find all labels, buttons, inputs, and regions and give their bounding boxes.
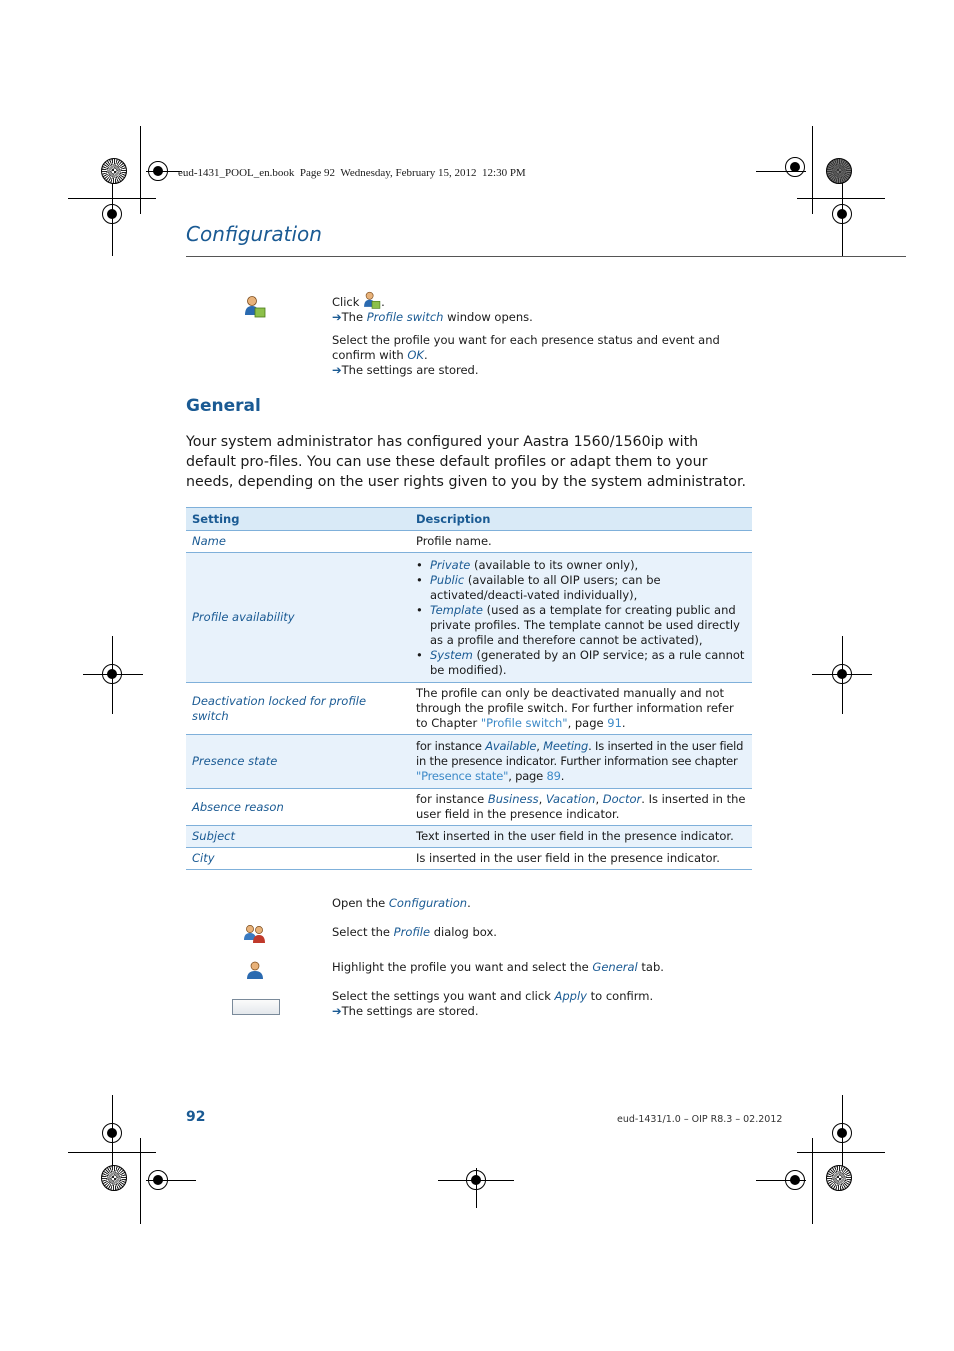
list-item: • Template (used as a template for creating public and private profiles. The template cannot be used directly as a profile and therefore cannot be activated), <box>416 602 740 647</box>
open-configuration-step: Open the Configuration. <box>332 896 471 910</box>
apply-button-icon <box>232 999 280 1015</box>
book-stamp: eud-1431_POOL_en.book Page 92 Wednesday, February 15, 2012 12:30 PM <box>178 167 526 179</box>
ok-label: OK <box>407 348 424 362</box>
color-disc-icon <box>826 158 852 184</box>
table-row: City Is inserted in the user field in the presence indicator. <box>186 848 752 870</box>
registration-mark-icon <box>148 1170 168 1190</box>
table-header-row <box>186 508 752 531</box>
registration-mark-icon <box>102 204 122 224</box>
list-item: • System (generated by an OIP service; as a rule cannot be modified). <box>416 647 745 677</box>
select-profile-text: Select the profile you want for each presence status and event and confirm with <box>332 333 720 362</box>
table-row: Profile availability • Private (available to its owner only), • Public (available to all OIP users; can be activated/deacti-vated individually), • Template (used as a template for creating public and private profiles. The template cannot be used directly as a profile and therefore cannot be activated), • System (generated by an OIP service; as a rule cannot be modified). <box>186 553 752 683</box>
page-link[interactable]: 91 <box>607 716 622 730</box>
registration-mark-icon <box>785 157 805 177</box>
profile-switch-icon <box>244 295 266 319</box>
list-item: • Private (available to its owner only), <box>416 557 639 572</box>
intro-paragraph: Your system administrator has configured your Aastra 1560/1560ip with default pro-files. You can use these default profiles or adapt them to your needs, depending on the user rights given to you by the system administrator. <box>186 434 747 490</box>
select-profile-step: Select the Profile dialog box. <box>332 925 497 939</box>
table-row: Absence reason for instance Business, Vacation, Doctor. Is inserted in the user field in the presence indicator. <box>186 789 752 826</box>
color-disc-icon <box>826 1165 852 1191</box>
table-row: Name Profile name. <box>186 531 752 553</box>
column-header-setting: Setting <box>192 511 240 526</box>
profile-switch-link: Profile switch <box>366 310 444 324</box>
highlight-profile-step: Highlight the profile you want and select the General tab. <box>332 960 664 974</box>
click-label: Click <box>332 295 360 309</box>
profile-group-icon <box>244 924 266 944</box>
registration-mark-icon <box>785 1170 805 1190</box>
registration-mark-icon <box>148 161 168 181</box>
table-row: Deactivation locked for profile switch The profile can only be deactivated manually and not through the profile switch. For further information refer to Chapter "Profile switch", page 91. <box>186 683 752 735</box>
registration-mark-icon <box>466 1170 486 1190</box>
column-header-description: Description <box>416 511 491 526</box>
registration-mark-icon <box>102 664 122 684</box>
registration-mark-icon <box>832 1123 852 1143</box>
registration-mark-icon <box>832 664 852 684</box>
settings-table <box>186 507 752 870</box>
color-disc-icon <box>101 158 127 184</box>
color-disc-icon <box>101 1165 127 1191</box>
section-heading: General <box>186 396 261 416</box>
list-item: • Public (available to all OIP users; can be activated/deacti-vated individually), <box>416 572 661 602</box>
result-arrow-icon: ➔ <box>332 310 342 324</box>
table-row: Presence state for instance Available, Meeting. Is inserted in the user field in the presence indicator. Further information see chapter "Presence state", page 89. <box>186 735 752 789</box>
result-arrow-icon: ➔ <box>332 1004 342 1018</box>
registration-mark-icon <box>102 1123 122 1143</box>
running-title: Configuration <box>186 222 322 246</box>
registration-mark-icon <box>832 204 852 224</box>
document-reference: eud-1431/1.0 – OIP R8.3 – 02.2012 <box>617 1114 783 1125</box>
settings-stored-text: The settings are stored. <box>341 363 479 377</box>
user-profile-icon <box>246 961 264 980</box>
title-rule <box>186 256 906 257</box>
profile-switch-icon[interactable] <box>363 291 381 310</box>
page-number: 92 <box>186 1109 206 1125</box>
chapter-link[interactable]: "Profile switch" <box>480 716 568 730</box>
chapter-link[interactable]: "Presence state" <box>416 769 509 783</box>
table-row: Subject Text inserted in the user field in the presence indicator. <box>186 826 752 848</box>
page-link[interactable]: 89 <box>546 769 561 783</box>
apply-step: Select the settings you want and click Apply to confirm. ➔The settings are stored. <box>332 989 654 1018</box>
result-arrow-icon: ➔ <box>332 363 342 377</box>
